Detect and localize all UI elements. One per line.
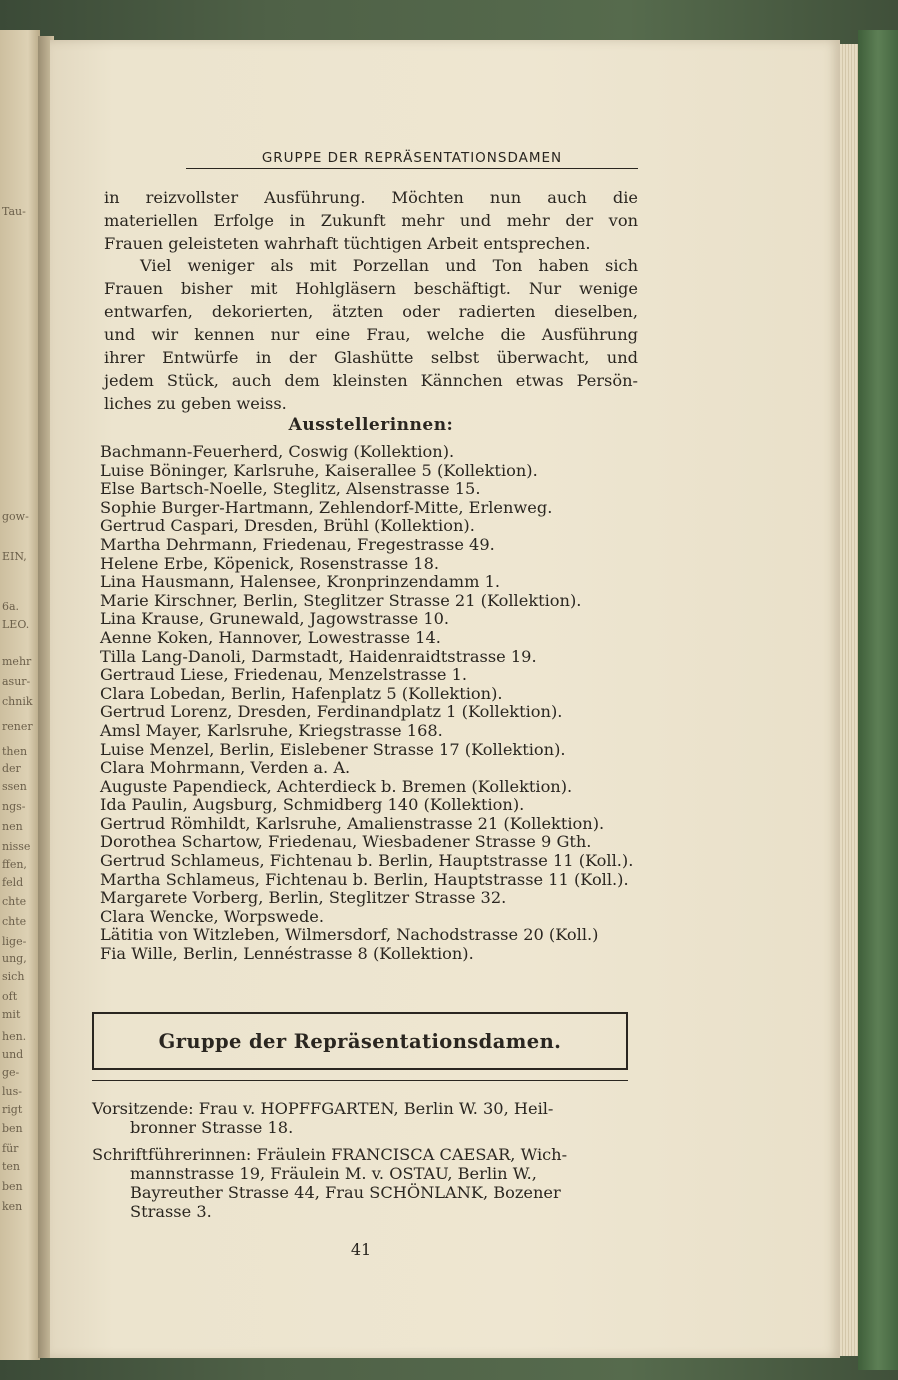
list-item: Luise Menzel, Berlin, Eislebener Strasse 17 (Kollektion). bbox=[100, 739, 566, 759]
cover-edge bbox=[858, 30, 898, 1370]
facing-page-fragment: ge- bbox=[2, 1066, 20, 1079]
facing-page-fragment: 6a. bbox=[2, 600, 20, 613]
facing-page-fragment: ssen bbox=[2, 780, 27, 793]
facing-page-fragment: mit bbox=[2, 1008, 21, 1021]
facing-page-fragment: ben bbox=[2, 1180, 23, 1193]
text-line: materiellen Erfolge in Zukunft mehr und mehr der von bbox=[104, 211, 638, 230]
facing-page-fragment: EIN, bbox=[2, 550, 27, 563]
running-head: GRUPPE DER REPRÄSENTATIONSDAMEN bbox=[261, 150, 563, 166]
list-item: Amsl Mayer, Karlsruhe, Kriegstrasse 168. bbox=[100, 720, 443, 740]
secretary-entry bbox=[92, 1145, 632, 1221]
facing-page-fragment: chte bbox=[2, 895, 27, 908]
list-item: Dorothea Schartow, Friedenau, Wiesbadener Strasse 9 Gth. bbox=[100, 832, 592, 852]
page-edges bbox=[840, 44, 858, 1356]
facing-page-fragment: ken bbox=[2, 1200, 23, 1213]
list-item: Bachmann-Feuerherd, Coswig (Kollektion). bbox=[100, 442, 455, 461]
text-line: ihrer Entwürfe in der Glashütte selbst überwacht, und bbox=[104, 348, 638, 367]
facing-page-edge bbox=[0, 30, 40, 1360]
facing-page-fragment: und bbox=[2, 1048, 24, 1061]
text-line: bronner Strasse 18. bbox=[130, 1118, 294, 1137]
text-line: Frauen bisher mit Hohlgläsern beschäftigt. Nur wenige bbox=[104, 279, 638, 298]
facing-page-fragment: LEO. bbox=[2, 618, 30, 631]
text-line: in reizvollster Ausführung. Möchten nun auch die bbox=[104, 188, 638, 207]
list-item: Margarete Vorberg, Berlin, Steglitzer Strasse 32. bbox=[100, 888, 507, 908]
facing-page-fragment: chnik bbox=[2, 695, 33, 708]
list-item: Ida Paulin, Augsburg, Schmidberg 140 (Kollektion). bbox=[100, 795, 525, 815]
facing-page-fragment: lige- bbox=[2, 935, 27, 948]
list-item: Fia Wille, Berlin, Lennéstrasse 8 (Kollektion). bbox=[100, 944, 474, 964]
paragraph-1 bbox=[104, 186, 638, 255]
chair-entry bbox=[92, 1099, 632, 1137]
facing-page-fragment: ngs- bbox=[2, 800, 26, 813]
list-item: Martha Schlameus, Fichtenau b. Berlin, Hauptstrasse 11 (Koll.). bbox=[100, 869, 629, 889]
text-line: liches zu geben weiss. bbox=[104, 394, 287, 413]
facing-page-fragment: rigt bbox=[2, 1103, 23, 1116]
text-line: Schriftführerinnen: Fräulein FRANCISCA CAESAR, Wich- bbox=[92, 1145, 568, 1164]
list-item: Clara Mohrmann, Verden a. A. bbox=[100, 758, 351, 778]
text-line: Vorsitzende: Frau v. HOPFFGARTEN, Berlin W. 30, Heil- bbox=[92, 1099, 554, 1118]
text-line: Bayreuther Strasse 44, Frau SCHÖNLANK, Bozener bbox=[130, 1183, 561, 1202]
facing-page-fragment: mehr bbox=[2, 655, 32, 668]
text-line: und wir kennen nur eine Frau, welche die Ausführung bbox=[104, 325, 638, 344]
facing-page-fragment: ffen, bbox=[2, 858, 27, 871]
page-number: 41 bbox=[350, 1240, 372, 1259]
facing-page-fragment: nisse bbox=[2, 840, 31, 853]
list-item: Tilla Lang-Danoli, Darmstadt, Haidenraidtstrasse 19. bbox=[100, 646, 537, 666]
group-title-box bbox=[92, 1012, 628, 1070]
facing-page-fragment: gow- bbox=[2, 510, 29, 523]
running-head-rule bbox=[186, 168, 638, 169]
list-item: Else Bartsch-Noelle, Steglitz, Alsenstrasse 15. bbox=[100, 479, 481, 499]
facing-page-fragment: ten bbox=[2, 1160, 21, 1173]
facing-page-fragment: hen. bbox=[2, 1030, 27, 1043]
facing-page-fragment: rener bbox=[2, 720, 33, 733]
list-item: Gertrud Römhildt, Karlsruhe, Amalienstrasse 21 (Kollektion). bbox=[100, 813, 605, 833]
list-item: Aenne Koken, Hannover, Lowestrasse 14. bbox=[100, 627, 441, 647]
facing-page-fragment: chte bbox=[2, 915, 27, 928]
list-item: Gertraud Liese, Friedenau, Menzelstrasse 1. bbox=[100, 665, 468, 685]
list-item: Gertrud Schlameus, Fichtenau b. Berlin, Hauptstrasse 11 (Koll.). bbox=[100, 851, 634, 871]
list-item: Luise Böninger, Karlsruhe, Kaiserallee 5 (Kollektion). bbox=[100, 460, 538, 480]
text-line: entwarfen, dekorierten, ätzten oder radierten dieselben, bbox=[104, 302, 638, 321]
paragraph-2 bbox=[104, 254, 638, 415]
facing-page-fragment: sich bbox=[2, 970, 25, 983]
exhibitor-list bbox=[100, 443, 640, 964]
text-line: mannstrasse 19, Fräulein M. v. OSTAU, Berlin W., bbox=[130, 1164, 537, 1183]
facing-page-fragment: feld bbox=[2, 876, 24, 889]
list-item: Gertrud Caspari, Dresden, Brühl (Kollektion). bbox=[100, 516, 475, 536]
facing-page-fragment: oft bbox=[2, 990, 18, 1003]
facing-page-fragment: then bbox=[2, 745, 28, 758]
facing-page-fragment: der bbox=[2, 762, 21, 775]
text-line: Viel weniger als mit Porzellan und Ton haben sich bbox=[140, 256, 638, 275]
list-item: Lätitia von Witzleben, Wilmersdorf, Nachodstrasse 20 (Koll.) bbox=[100, 925, 599, 945]
text-line: Frauen geleisteten wahrhaft tüchtigen Arbeit entsprechen. bbox=[104, 234, 591, 253]
list-item: Clara Wencke, Worpswede. bbox=[100, 906, 325, 926]
list-item: Helene Erbe, Köpenick, Rosenstrasse 18. bbox=[100, 553, 440, 573]
text-line: jedem Stück, auch dem kleinsten Kännchen etwas Persön- bbox=[104, 371, 638, 390]
facing-page-fragment: für bbox=[2, 1142, 19, 1155]
text-line: Strasse 3. bbox=[130, 1202, 212, 1221]
list-item: Martha Dehrmann, Friedenau, Fregestrasse 49. bbox=[100, 534, 495, 554]
list-item: Marie Kirschner, Berlin, Steglitzer Strasse 21 (Kollektion). bbox=[100, 590, 582, 610]
facing-page-fragment: asur- bbox=[2, 675, 31, 688]
list-item: Lina Hausmann, Halensee, Kronprinzendamm 1. bbox=[100, 572, 501, 592]
section-title: Ausstellerinnen: bbox=[288, 415, 454, 435]
facing-page-fragment: lus- bbox=[2, 1085, 22, 1098]
group-title: Gruppe der Repräsentationsdamen. bbox=[158, 1030, 562, 1053]
group-title-rule bbox=[92, 1080, 628, 1081]
list-item: Gertrud Lorenz, Dresden, Ferdinandplatz 1 (Kollektion). bbox=[100, 702, 563, 722]
facing-page-fragment: ben bbox=[2, 1122, 23, 1135]
list-item: Sophie Burger-Hartmann, Zehlendorf-Mitte, Erlenweg. bbox=[100, 497, 553, 517]
facing-page-fragment: nen bbox=[2, 820, 23, 833]
list-item: Clara Lobedan, Berlin, Hafenplatz 5 (Kollektion). bbox=[100, 683, 503, 703]
facing-page-fragment: ung, bbox=[2, 952, 27, 965]
list-item: Lina Krause, Grunewald, Jagowstrasse 10. bbox=[100, 609, 450, 629]
list-item: Auguste Papendieck, Achterdieck b. Bremen (Kollektion). bbox=[100, 776, 573, 796]
facing-page-fragment: Tau- bbox=[2, 205, 26, 218]
